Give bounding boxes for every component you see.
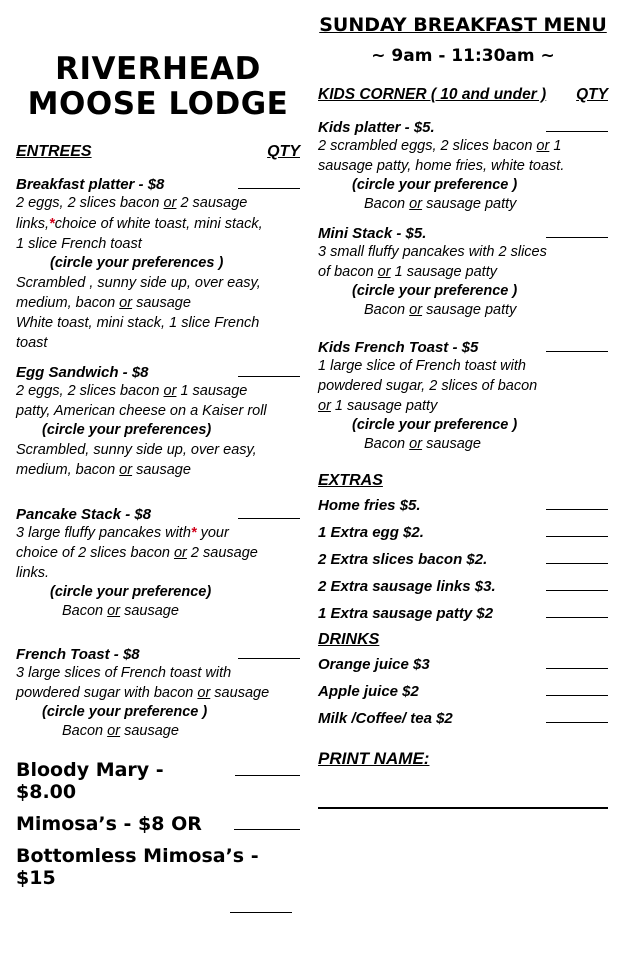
- menu-item-mini-stack: [318, 224, 608, 320]
- entrees-header-row: [16, 143, 300, 161]
- drink-row: [318, 655, 608, 673]
- circle-preference-note: (circle your preference ): [352, 417, 518, 434]
- logo-line-1: RIVERHEAD: [55, 51, 261, 87]
- qty-blank[interactable]: [234, 814, 300, 830]
- cocktail-label: Mimosa’s - $8 OR: [16, 812, 202, 835]
- kids-qty-heading: QTY: [576, 86, 608, 103]
- drink-label: Apple juice $2: [318, 682, 419, 700]
- item-title-row: [318, 224, 608, 242]
- drink-label: Orange juice $3: [318, 655, 430, 673]
- kids-corner-header-row: [318, 86, 608, 104]
- print-name-label: PRINT NAME:: [318, 748, 430, 768]
- qty-blank[interactable]: [546, 682, 608, 696]
- item-desc-line: powdered sugar, 2 slices of bacon: [318, 378, 538, 394]
- cocktail-row: [16, 759, 300, 803]
- qty-blank[interactable]: [238, 363, 300, 377]
- extra-label: 2 Extra sausage links $3.: [318, 577, 496, 595]
- item-option-line[interactable]: White toast, mini stack, 1 slice French: [16, 314, 260, 331]
- qty-blank[interactable]: [546, 709, 608, 723]
- circle-preference-note: (circle your preference ): [42, 703, 208, 720]
- item-desc-line: 2 scrambled eggs, 2 slices bacon or 1: [318, 138, 562, 154]
- item-desc-line: 2 eggs, 2 slices bacon or 2 sausage: [16, 195, 248, 212]
- menu-item-egg-sandwich: [16, 363, 300, 480]
- item-title-row: [16, 505, 300, 523]
- item-desc-line: or 1 sausage patty: [318, 398, 438, 415]
- item-option-line[interactable]: medium, bacon or sausage: [16, 462, 191, 479]
- extra-row: [318, 604, 608, 622]
- cocktail-label: Bloody Mary - $8.00: [16, 758, 164, 803]
- cocktails-section: [16, 759, 300, 918]
- item-title-row: [16, 175, 300, 193]
- item-title-row: [16, 363, 300, 381]
- drink-row: [318, 682, 608, 700]
- qty-blank[interactable]: [546, 224, 608, 238]
- item-option-line[interactable]: Bacon or sausage patty: [364, 196, 517, 213]
- extra-row: [318, 496, 608, 514]
- cocktail-row: [16, 845, 300, 889]
- item-title: Egg Sandwich - $8: [16, 364, 149, 382]
- qty-blank[interactable]: [546, 338, 608, 352]
- circle-preference-note: (circle your preference ): [352, 177, 518, 194]
- entrees-heading: ENTREES: [16, 143, 92, 161]
- qty-blank[interactable]: [546, 577, 608, 591]
- menu-item-breakfast-platter: [16, 175, 300, 353]
- extra-row: [318, 550, 608, 568]
- right-column: [308, 14, 608, 960]
- drink-row: [318, 709, 608, 727]
- extras-heading: EXTRAS: [318, 471, 383, 489]
- extra-row: [318, 523, 608, 541]
- qty-blank[interactable]: [235, 760, 300, 776]
- cocktail-row: [16, 813, 300, 835]
- item-option-line[interactable]: Bacon or sausage: [62, 602, 179, 619]
- item-option-line[interactable]: Bacon or sausage: [364, 436, 481, 453]
- item-desc-line: 3 large fluffy pancakes with* your: [16, 524, 229, 541]
- left-column: [16, 14, 308, 960]
- item-title: Mini Stack - $5.: [318, 224, 427, 242]
- extra-label: 1 Extra egg $2.: [318, 523, 424, 541]
- item-option-line[interactable]: Bacon or sausage: [62, 722, 179, 739]
- item-title: French Toast - $8: [16, 645, 140, 663]
- menu-item-pancake-stack: [16, 505, 300, 621]
- qty-blank[interactable]: [238, 175, 300, 189]
- qty-blank[interactable]: [238, 645, 300, 659]
- item-title: Kids platter - $5.: [318, 119, 435, 136]
- item-desc-line: choice of 2 slices bacon or 2 sausage: [16, 544, 258, 561]
- qty-blank[interactable]: [546, 550, 608, 564]
- item-title: Breakfast platter - $8: [16, 176, 165, 194]
- qty-blank[interactable]: [546, 655, 608, 669]
- cocktail-extra-blank-row: [16, 899, 300, 918]
- item-title-row: [318, 118, 608, 136]
- item-desc-line: powdered sugar with bacon or sausage: [16, 684, 270, 701]
- item-option-line[interactable]: Scrambled , sunny side up, over easy,: [16, 274, 261, 291]
- kids-corner-heading: KIDS CORNER ( 10 and under ): [318, 86, 547, 103]
- item-title-row: [16, 645, 300, 663]
- item-option-line[interactable]: medium, bacon or sausage: [16, 294, 191, 311]
- page-title: SUNDAY BREAKFAST MENU: [319, 14, 607, 36]
- qty-blank[interactable]: [546, 523, 608, 537]
- circle-preference-note: (circle your preferences ): [50, 254, 224, 271]
- qty-blank[interactable]: [238, 505, 300, 519]
- item-option-line[interactable]: Bacon or sausage patty: [364, 302, 517, 319]
- extras-list: [318, 496, 608, 622]
- print-name-line[interactable]: [318, 805, 608, 809]
- item-desc-line: links.: [16, 564, 50, 581]
- menu-item-kids-french-toast: [318, 338, 608, 454]
- item-desc-line: 2 eggs, 2 slices bacon or 1 sausage: [16, 383, 248, 400]
- item-title-row: [318, 338, 608, 356]
- drink-label: Milk /Coffee/ tea $2: [318, 709, 453, 727]
- lodge-logo: [16, 52, 300, 121]
- item-option-line[interactable]: toast: [16, 335, 48, 352]
- item-desc-line: links,*choice of white toast, mini stack,: [16, 215, 263, 232]
- extra-row: [318, 577, 608, 595]
- item-desc-line: 3 small fluffy pancakes with 2 slices: [318, 243, 547, 260]
- extra-label: Home fries $5.: [318, 496, 421, 514]
- qty-blank[interactable]: [546, 496, 608, 510]
- item-desc-line: 3 large slices of French toast with: [16, 664, 232, 681]
- circle-preference-note: (circle your preference ): [352, 283, 518, 300]
- item-desc-line: sausage patty, home fries, white toast.: [318, 158, 565, 175]
- extra-label: 2 Extra slices bacon $2.: [318, 550, 488, 568]
- qty-blank[interactable]: [230, 899, 292, 913]
- menu-item-french-toast: [16, 645, 300, 741]
- drinks-list: [318, 655, 608, 727]
- drinks-heading: DRINKS: [318, 630, 380, 648]
- entrees-qty-heading: QTY: [267, 143, 300, 161]
- extra-label: 1 Extra sausage patty $2: [318, 604, 494, 622]
- item-desc-line: 1 large slice of French toast with: [318, 357, 526, 374]
- qty-blank[interactable]: [546, 118, 608, 132]
- qty-blank[interactable]: [546, 604, 608, 618]
- item-title: Kids French Toast - $5: [318, 338, 479, 356]
- item-desc-line: patty, American cheese on a Kaiser roll: [16, 403, 267, 420]
- logo-line-2: MOOSE LODGE: [27, 85, 289, 122]
- item-title: Pancake Stack - $8: [16, 505, 152, 523]
- item-option-line[interactable]: Scrambled, sunny side up, over easy,: [16, 442, 257, 459]
- cocktail-label: Bottomless Mimosa’s - $15: [16, 844, 259, 889]
- circle-preference-note: (circle your preference): [50, 583, 212, 600]
- item-desc-line: of bacon or 1 sausage patty: [318, 264, 497, 281]
- serving-hours: ~ 9am - 11:30am ~: [371, 46, 555, 66]
- menu-item-kids-platter: [318, 118, 608, 214]
- item-desc-line: 1 slice French toast: [16, 235, 142, 252]
- circle-preference-note: (circle your preferences): [42, 422, 212, 439]
